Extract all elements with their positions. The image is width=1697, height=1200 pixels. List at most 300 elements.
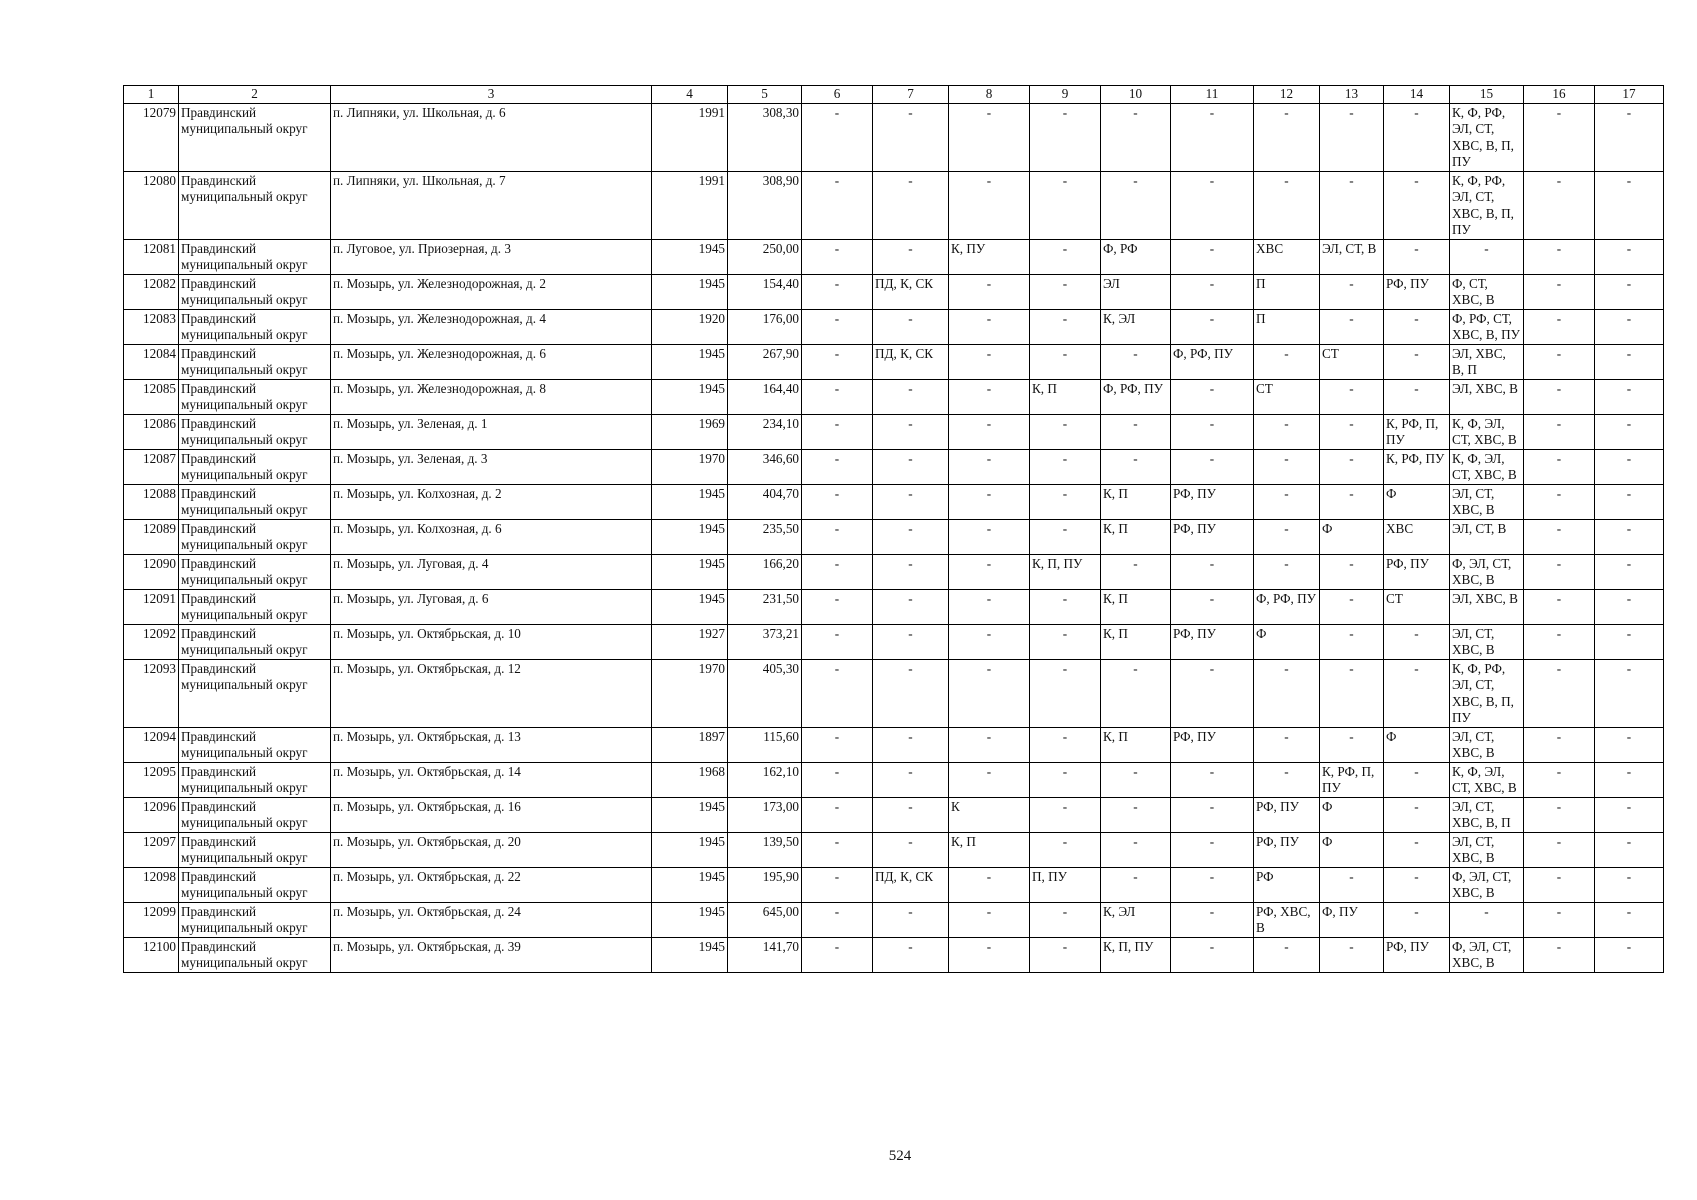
col-12-cell: - (1254, 484, 1320, 519)
table-row (124, 589, 1664, 624)
col-14-cell: - (1384, 902, 1450, 937)
col-16-cell: - (1524, 239, 1595, 274)
col-17-cell: - (1595, 519, 1664, 554)
year-cell: 1970 (652, 449, 728, 484)
col-17-cell: - (1595, 797, 1664, 832)
col-14-cell: - (1384, 344, 1450, 379)
column-header-9: 9 (1030, 86, 1101, 104)
col-14-cell: РФ, ПУ (1384, 554, 1450, 589)
col-11-cell: РФ, ПУ (1171, 484, 1254, 519)
col-17-cell: - (1595, 832, 1664, 867)
col-15-cell: Ф, СТ, ХВС, В (1450, 274, 1524, 309)
municipality-cell: Правдинский муниципальный округ (179, 519, 331, 554)
area-cell: 405,30 (728, 659, 802, 727)
municipality-cell: Правдинский муниципальный округ (179, 379, 331, 414)
col-15-cell: К, Ф, ЭЛ, СТ, ХВС, В (1450, 449, 1524, 484)
col-14-cell: Ф (1384, 727, 1450, 762)
col-16-cell: - (1524, 103, 1595, 171)
col-17-cell: - (1595, 902, 1664, 937)
col-10-cell: - (1101, 832, 1171, 867)
col-14-cell: - (1384, 659, 1450, 727)
col-13-cell: - (1320, 727, 1384, 762)
year-cell: 1945 (652, 344, 728, 379)
col-15-cell: К, Ф, ЭЛ, СТ, ХВС, В (1450, 762, 1524, 797)
address-cell: п. Мозырь, ул. Колхозная, д. 2 (331, 484, 652, 519)
area-cell: 176,00 (728, 309, 802, 344)
col-11-cell: - (1171, 449, 1254, 484)
address-cell: п. Мозырь, ул. Колхозная, д. 6 (331, 519, 652, 554)
col-17-cell: - (1595, 867, 1664, 902)
col-12-cell: - (1254, 659, 1320, 727)
col-16-cell: - (1524, 832, 1595, 867)
year-cell: 1945 (652, 554, 728, 589)
col-7-cell: - (873, 239, 949, 274)
col-11-cell: Ф, РФ, ПУ (1171, 344, 1254, 379)
col-15-cell: ЭЛ, ХВС, В (1450, 379, 1524, 414)
col-12-cell: П (1254, 274, 1320, 309)
col-9-cell: - (1030, 103, 1101, 171)
col-9-cell: П, ПУ (1030, 867, 1101, 902)
col-14-cell: - (1384, 624, 1450, 659)
col-17-cell: - (1595, 937, 1664, 972)
area-cell: 162,10 (728, 762, 802, 797)
col-7-cell: - (873, 659, 949, 727)
column-header-10: 10 (1101, 86, 1171, 104)
row-number-cell: 12094 (124, 727, 179, 762)
row-number-cell: 12100 (124, 937, 179, 972)
address-cell: п. Мозырь, ул. Октябрьская, д. 12 (331, 659, 652, 727)
row-number-cell: 12089 (124, 519, 179, 554)
col-9-cell: - (1030, 309, 1101, 344)
col-13-cell: ЭЛ, СТ, В (1320, 239, 1384, 274)
col-9-cell: - (1030, 344, 1101, 379)
table-row (124, 449, 1664, 484)
col-17-cell: - (1595, 171, 1664, 239)
col-7-cell: - (873, 554, 949, 589)
col-12-cell: - (1254, 937, 1320, 972)
municipality-cell: Правдинский муниципальный округ (179, 727, 331, 762)
area-cell: 141,70 (728, 937, 802, 972)
col-12-cell: - (1254, 344, 1320, 379)
col-13-cell: - (1320, 484, 1384, 519)
column-header-6: 6 (802, 86, 873, 104)
column-header-14: 14 (1384, 86, 1450, 104)
col-17-cell: - (1595, 239, 1664, 274)
col-11-cell: - (1171, 867, 1254, 902)
col-14-cell: СТ (1384, 589, 1450, 624)
year-cell: 1945 (652, 832, 728, 867)
col-12-cell: - (1254, 762, 1320, 797)
col-13-cell: Ф, ПУ (1320, 902, 1384, 937)
col-6-cell: - (802, 379, 873, 414)
col-11-cell: - (1171, 659, 1254, 727)
col-10-cell: К, П (1101, 589, 1171, 624)
col-13-cell: - (1320, 937, 1384, 972)
year-cell: 1991 (652, 171, 728, 239)
col-15-cell: Ф, ЭЛ, СТ, ХВС, В (1450, 554, 1524, 589)
col-17-cell: - (1595, 589, 1664, 624)
col-8-cell: - (949, 379, 1030, 414)
col-17-cell: - (1595, 624, 1664, 659)
col-8-cell: - (949, 624, 1030, 659)
row-number-cell: 12087 (124, 449, 179, 484)
col-7-cell: - (873, 309, 949, 344)
area-cell: 139,50 (728, 832, 802, 867)
municipality-cell: Правдинский муниципальный округ (179, 832, 331, 867)
area-cell: 373,21 (728, 624, 802, 659)
col-6-cell: - (802, 727, 873, 762)
col-10-cell: - (1101, 344, 1171, 379)
municipality-cell: Правдинский муниципальный округ (179, 344, 331, 379)
col-13-cell: - (1320, 589, 1384, 624)
address-cell: п. Мозырь, ул. Октябрьская, д. 10 (331, 624, 652, 659)
col-6-cell: - (802, 274, 873, 309)
col-9-cell: - (1030, 762, 1101, 797)
col-10-cell: - (1101, 554, 1171, 589)
year-cell: 1945 (652, 484, 728, 519)
col-9-cell: - (1030, 519, 1101, 554)
col-17-cell: - (1595, 309, 1664, 344)
col-11-cell: РФ, ПУ (1171, 624, 1254, 659)
column-header-12: 12 (1254, 86, 1320, 104)
col-7-cell: - (873, 449, 949, 484)
col-12-cell: - (1254, 449, 1320, 484)
address-cell: п. Липняки, ул. Школьная, д. 7 (331, 171, 652, 239)
table-row (124, 274, 1664, 309)
col-8-cell: К (949, 797, 1030, 832)
col-17-cell: - (1595, 449, 1664, 484)
col-7-cell: - (873, 103, 949, 171)
col-13-cell: - (1320, 414, 1384, 449)
col-14-cell: - (1384, 309, 1450, 344)
col-16-cell: - (1524, 937, 1595, 972)
year-cell: 1945 (652, 797, 728, 832)
col-9-cell: - (1030, 727, 1101, 762)
municipality-cell: Правдинский муниципальный округ (179, 797, 331, 832)
col-8-cell: - (949, 659, 1030, 727)
header-row (124, 86, 1664, 104)
col-14-cell: К, РФ, ПУ (1384, 449, 1450, 484)
row-number-cell: 12082 (124, 274, 179, 309)
address-cell: п. Мозырь, ул. Октябрьская, д. 13 (331, 727, 652, 762)
col-6-cell: - (802, 344, 873, 379)
column-header-4: 4 (652, 86, 728, 104)
col-8-cell: - (949, 589, 1030, 624)
row-number-cell: 12096 (124, 797, 179, 832)
col-10-cell: - (1101, 449, 1171, 484)
col-13-cell: Ф (1320, 519, 1384, 554)
col-12-cell: Ф (1254, 624, 1320, 659)
address-cell: п. Мозырь, ул. Октябрьская, д. 24 (331, 902, 652, 937)
col-10-cell: К, ЭЛ (1101, 902, 1171, 937)
address-cell: п. Мозырь, ул. Зеленая, д. 3 (331, 449, 652, 484)
col-7-cell: - (873, 519, 949, 554)
col-12-cell: - (1254, 519, 1320, 554)
area-cell: 346,60 (728, 449, 802, 484)
area-cell: 115,60 (728, 727, 802, 762)
col-8-cell: К, П (949, 832, 1030, 867)
col-11-cell: - (1171, 937, 1254, 972)
table-row (124, 309, 1664, 344)
column-header-3: 3 (331, 86, 652, 104)
col-17-cell: - (1595, 344, 1664, 379)
col-11-cell: - (1171, 309, 1254, 344)
col-12-cell: - (1254, 414, 1320, 449)
row-number-cell: 12093 (124, 659, 179, 727)
column-header-1: 1 (124, 86, 179, 104)
municipality-cell: Правдинский муниципальный округ (179, 624, 331, 659)
col-8-cell: - (949, 171, 1030, 239)
municipality-cell: Правдинский муниципальный округ (179, 554, 331, 589)
col-15-cell: ЭЛ, СТ, В (1450, 519, 1524, 554)
col-16-cell: - (1524, 379, 1595, 414)
col-16-cell: - (1524, 589, 1595, 624)
col-14-cell: - (1384, 379, 1450, 414)
col-6-cell: - (802, 902, 873, 937)
area-cell: 404,70 (728, 484, 802, 519)
area-cell: 267,90 (728, 344, 802, 379)
col-7-cell: - (873, 937, 949, 972)
row-number-cell: 12080 (124, 171, 179, 239)
col-10-cell: К, П (1101, 519, 1171, 554)
col-13-cell: - (1320, 379, 1384, 414)
year-cell: 1945 (652, 274, 728, 309)
col-11-cell: - (1171, 554, 1254, 589)
column-header-5: 5 (728, 86, 802, 104)
col-12-cell: Ф, РФ, ПУ (1254, 589, 1320, 624)
col-11-cell: - (1171, 414, 1254, 449)
col-8-cell: - (949, 449, 1030, 484)
col-14-cell: - (1384, 103, 1450, 171)
row-number-cell: 12086 (124, 414, 179, 449)
col-14-cell: - (1384, 867, 1450, 902)
col-7-cell: - (873, 484, 949, 519)
col-15-cell: - (1450, 239, 1524, 274)
col-16-cell: - (1524, 762, 1595, 797)
col-15-cell: К, Ф, ЭЛ, СТ, ХВС, В (1450, 414, 1524, 449)
year-cell: 1945 (652, 867, 728, 902)
address-cell: п. Мозырь, ул. Железнодорожная, д. 2 (331, 274, 652, 309)
col-9-cell: - (1030, 937, 1101, 972)
col-12-cell: - (1254, 103, 1320, 171)
col-6-cell: - (802, 484, 873, 519)
col-13-cell: - (1320, 103, 1384, 171)
col-17-cell: - (1595, 414, 1664, 449)
col-7-cell: - (873, 762, 949, 797)
year-cell: 1945 (652, 937, 728, 972)
col-6-cell: - (802, 832, 873, 867)
col-14-cell: - (1384, 797, 1450, 832)
col-6-cell: - (802, 937, 873, 972)
col-10-cell: - (1101, 171, 1171, 239)
address-cell: п. Мозырь, ул. Октябрьская, д. 20 (331, 832, 652, 867)
area-cell: 308,30 (728, 103, 802, 171)
col-6-cell: - (802, 449, 873, 484)
col-13-cell: - (1320, 659, 1384, 727)
col-8-cell: - (949, 902, 1030, 937)
municipality-cell: Правдинский муниципальный округ (179, 449, 331, 484)
col-11-cell: - (1171, 797, 1254, 832)
col-14-cell: - (1384, 239, 1450, 274)
col-11-cell: РФ, ПУ (1171, 727, 1254, 762)
col-12-cell: РФ (1254, 867, 1320, 902)
area-cell: 308,90 (728, 171, 802, 239)
col-15-cell: К, Ф, РФ, ЭЛ, СТ, ХВС, В, П, ПУ (1450, 171, 1524, 239)
col-6-cell: - (802, 867, 873, 902)
col-15-cell: Ф, РФ, СТ, ХВС, В, ПУ (1450, 309, 1524, 344)
col-9-cell: - (1030, 274, 1101, 309)
col-7-cell: - (873, 727, 949, 762)
col-16-cell: - (1524, 484, 1595, 519)
col-8-cell: - (949, 309, 1030, 344)
col-7-cell: - (873, 379, 949, 414)
col-16-cell: - (1524, 867, 1595, 902)
col-10-cell: К, П (1101, 484, 1171, 519)
table-row (124, 484, 1664, 519)
col-17-cell: - (1595, 762, 1664, 797)
table-row (124, 762, 1664, 797)
col-8-cell: - (949, 727, 1030, 762)
column-header-7: 7 (873, 86, 949, 104)
col-16-cell: - (1524, 797, 1595, 832)
col-13-cell: - (1320, 554, 1384, 589)
municipality-cell: Правдинский муниципальный округ (179, 867, 331, 902)
col-11-cell: - (1171, 902, 1254, 937)
col-8-cell: - (949, 344, 1030, 379)
municipality-cell: Правдинский муниципальный округ (179, 103, 331, 171)
col-16-cell: - (1524, 171, 1595, 239)
year-cell: 1991 (652, 103, 728, 171)
table-row (124, 554, 1664, 589)
year-cell: 1927 (652, 624, 728, 659)
col-11-cell: - (1171, 589, 1254, 624)
col-16-cell: - (1524, 344, 1595, 379)
col-12-cell: П (1254, 309, 1320, 344)
col-13-cell: СТ (1320, 344, 1384, 379)
col-11-cell: - (1171, 103, 1254, 171)
row-number-cell: 12097 (124, 832, 179, 867)
col-17-cell: - (1595, 103, 1664, 171)
col-11-cell: - (1171, 171, 1254, 239)
table-row (124, 239, 1664, 274)
municipality-cell: Правдинский муниципальный округ (179, 659, 331, 727)
address-cell: п. Мозырь, ул. Железнодорожная, д. 4 (331, 309, 652, 344)
col-6-cell: - (802, 589, 873, 624)
col-8-cell: - (949, 762, 1030, 797)
table-row (124, 902, 1664, 937)
address-cell: п. Липняки, ул. Школьная, д. 6 (331, 103, 652, 171)
col-10-cell: - (1101, 414, 1171, 449)
col-9-cell: - (1030, 624, 1101, 659)
column-header-17: 17 (1595, 86, 1664, 104)
col-16-cell: - (1524, 309, 1595, 344)
column-header-13: 13 (1320, 86, 1384, 104)
table-row (124, 103, 1664, 171)
col-8-cell: - (949, 414, 1030, 449)
col-8-cell: - (949, 274, 1030, 309)
col-6-cell: - (802, 624, 873, 659)
col-10-cell: - (1101, 867, 1171, 902)
col-7-cell: - (873, 589, 949, 624)
area-cell: 166,20 (728, 554, 802, 589)
year-cell: 1970 (652, 659, 728, 727)
address-cell: п. Мозырь, ул. Луговая, д. 4 (331, 554, 652, 589)
col-17-cell: - (1595, 274, 1664, 309)
col-14-cell: ХВС (1384, 519, 1450, 554)
row-number-cell: 12081 (124, 239, 179, 274)
col-9-cell: - (1030, 902, 1101, 937)
col-13-cell: К, РФ, П, ПУ (1320, 762, 1384, 797)
col-17-cell: - (1595, 659, 1664, 727)
row-number-cell: 12091 (124, 589, 179, 624)
row-number-cell: 12084 (124, 344, 179, 379)
row-number-cell: 12090 (124, 554, 179, 589)
col-11-cell: - (1171, 379, 1254, 414)
col-9-cell: - (1030, 414, 1101, 449)
table-row (124, 624, 1664, 659)
col-15-cell: ЭЛ, ХВС, В (1450, 589, 1524, 624)
col-16-cell: - (1524, 449, 1595, 484)
col-10-cell: ЭЛ (1101, 274, 1171, 309)
row-number-cell: 12088 (124, 484, 179, 519)
col-7-cell: ПД, К, СК (873, 274, 949, 309)
col-7-cell: ПД, К, СК (873, 867, 949, 902)
col-13-cell: Ф (1320, 797, 1384, 832)
col-16-cell: - (1524, 519, 1595, 554)
col-11-cell: - (1171, 239, 1254, 274)
column-header-8: 8 (949, 86, 1030, 104)
col-11-cell: - (1171, 274, 1254, 309)
col-9-cell: К, П (1030, 379, 1101, 414)
col-10-cell: К, П (1101, 727, 1171, 762)
col-6-cell: - (802, 762, 873, 797)
col-6-cell: - (802, 414, 873, 449)
col-13-cell: - (1320, 449, 1384, 484)
col-9-cell: - (1030, 589, 1101, 624)
col-13-cell: - (1320, 867, 1384, 902)
table-row (124, 519, 1664, 554)
year-cell: 1945 (652, 589, 728, 624)
year-cell: 1945 (652, 239, 728, 274)
municipality-cell: Правдинский муниципальный округ (179, 171, 331, 239)
table-row (124, 797, 1664, 832)
col-12-cell: - (1254, 554, 1320, 589)
col-9-cell: - (1030, 171, 1101, 239)
col-15-cell: ЭЛ, СТ, ХВС, В (1450, 624, 1524, 659)
col-7-cell: - (873, 902, 949, 937)
col-14-cell: К, РФ, П, ПУ (1384, 414, 1450, 449)
col-15-cell: К, Ф, РФ, ЭЛ, СТ, ХВС, В, П, ПУ (1450, 103, 1524, 171)
row-number-cell: 12079 (124, 103, 179, 171)
col-14-cell: Ф (1384, 484, 1450, 519)
col-8-cell: - (949, 484, 1030, 519)
row-number-cell: 12095 (124, 762, 179, 797)
col-12-cell: ХВС (1254, 239, 1320, 274)
col-15-cell: - (1450, 902, 1524, 937)
col-16-cell: - (1524, 624, 1595, 659)
col-16-cell: - (1524, 902, 1595, 937)
municipality-cell: Правдинский муниципальный округ (179, 309, 331, 344)
address-cell: п. Мозырь, ул. Железнодорожная, д. 6 (331, 344, 652, 379)
column-header-11: 11 (1171, 86, 1254, 104)
col-6-cell: - (802, 659, 873, 727)
col-6-cell: - (802, 797, 873, 832)
municipality-cell: Правдинский муниципальный округ (179, 589, 331, 624)
col-14-cell: - (1384, 171, 1450, 239)
col-13-cell: - (1320, 624, 1384, 659)
page-number: 524 (888, 1148, 912, 1164)
col-15-cell: Ф, ЭЛ, СТ, ХВС, В (1450, 867, 1524, 902)
